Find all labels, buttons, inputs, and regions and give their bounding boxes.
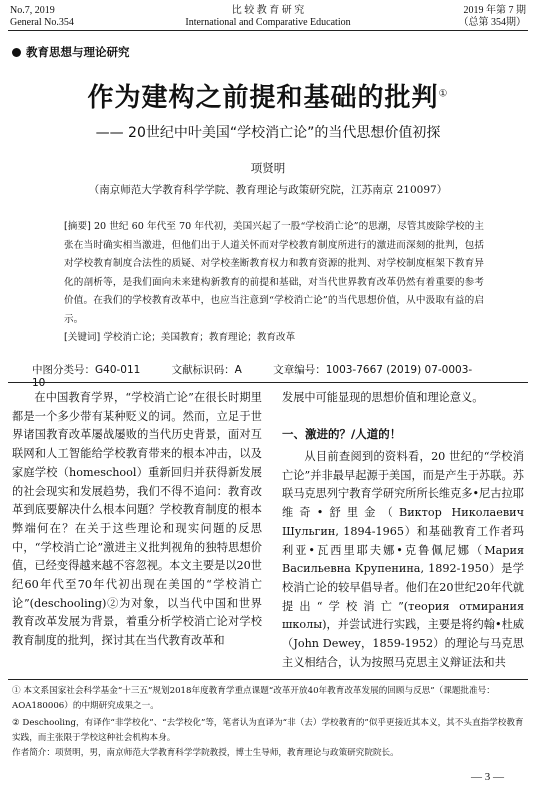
article-title	[0, 77, 536, 114]
body-left-column: 在中国教育学界，“学校消亡论”在很长时期里都是一个多少带有某种贬义的词。然而，立足于世界诸国教育改革屡战屡败的当代历史背景，面对互联网和人工智能给学校教育带来的根本冲击，以及家庭学校（homeschool）重新回归并获得新发展的社会现实和发展趋势，我们不得不追问：教育改革到底要解决什么根本问题？学校教育制度的根本弊端何在？在关于这些理论和现实问题的反思中，“学校消亡论”激进主义批判视角的独特思想价值，已经变得越来越不容忽视。本文主要是以20世纪60年代至70年代初出现在美国的“学校消亡论”(deschooling)②为对象，以当代中国和世界教育改革发展为背景，着重分析学校消亡论对学校教育制度的批判，探讨其在当代教育改革和	[12, 391, 262, 648]
column-label-text: 教育思想与理论研究	[26, 45, 130, 59]
column-label	[12, 44, 130, 60]
article-title-text: 作为建构之前提和基础的批判	[87, 83, 439, 113]
journal-name-en: International and Comparative Education	[185, 17, 351, 28]
footnote-1: ① 本文系国家社会科学基金“十三五”规划2018年度教育学重点课题“改革开放40年教育改革发展的回顾与反思”（课题批准号：AOA180006）的中期研究成果之一。	[12, 686, 495, 711]
general-number-cn: （总第 354期）	[458, 17, 526, 28]
document-code: 文献标识码：A	[171, 364, 242, 376]
clc-number: 中图分类号：G40-011	[32, 364, 141, 376]
abstract-label: [摘要]	[64, 221, 91, 232]
footnote-rule	[8, 679, 528, 680]
section-rule	[8, 382, 528, 383]
body-right-para-1: 发展中可能显现的思想价值和理论意义。	[282, 391, 484, 404]
general-number: General No.354	[10, 17, 74, 28]
classification-line	[32, 362, 512, 389]
issue-number-cn: 2019 年第 7 期	[463, 5, 526, 16]
abstract	[64, 218, 484, 329]
article-number: 文章编号：1003-7667 (2019) 07-0003-10	[32, 364, 473, 389]
section-heading: 一、激进的？/人道的！	[282, 427, 402, 441]
journal-issue-cn	[459, 5, 527, 29]
article-subtitle: —— 20世纪中叶美国“学校消亡论”的当代思想价值初探	[95, 125, 441, 141]
author-name: 项贤明	[250, 161, 286, 175]
keywords-text: 学校消亡论；美国教育；教育理论；教育改革	[103, 332, 296, 343]
journal-name	[0, 5, 536, 29]
keywords	[64, 329, 484, 343]
keywords-label: [关键词]	[64, 332, 101, 343]
footnote-2: ② Deschooling，有译作“非学校化”、“去学校化”等，笔者认为直译为“非（去）学校教育的”似乎更接近其本义，其不头直指学校教育实践，而主张限于学校这种社会机构本身。	[12, 718, 524, 743]
author-bio: 作者简介：项贤明，男，南京师范大学教育科学学院教授，博士生导师，教育理论与政策研究院院长。	[12, 748, 399, 758]
header-rule	[8, 30, 528, 31]
body-right-para-2: 从目前查阅到的资料看，20 世纪的“学校消亡论”并非最早起源于美国，而是产生于苏联。苏联马克思列宁教育学研究所所长维克多•尼古拉耶维奇•舒里金（Виктор Николаевич Шульгин, 1894-1965）和基础教育工作者玛利亚•瓦西里耶夫娜•克鲁佩尼娜（Мария Васильевна Крупенина, 1892-1950）是学校消亡论的较早倡导者。他们在20世纪20年代就提出“学校消亡”(теория отмирания школы)，并尝试进行实践，主要是将约翰•杜威（John Dewey，1859-1952）的理论与马克思主义相结合，认为按照马克思主义辩证法和共	[282, 450, 524, 669]
journal-name-cn: 比 较 教 育 研 究	[231, 5, 305, 16]
issue-number: No.7, 2019	[10, 5, 55, 16]
bullet-icon	[12, 48, 21, 57]
abstract-text: 20 世纪 60 年代至 70 年代初，美国兴起了一股“学校消亡论”的思潮，尽管其废除学校的主张在当时确实相当激进，但他们出于人道关怀而对学校教育制度所进行的激进而深刻的批判，包括对学校教育制度合法性的质疑、对学校垄断教育权力和教育资源的批判、对学校制度框架下教育异化的剖析等，是我们面向未来建构新教育的前提和基础，对当代世界教育改革仍然有着重要的参考价值。在我们的学校教育改革中，也应当注意到“学校消亡论”的当代思想价值，从中汲取有益的启示。	[64, 221, 484, 325]
title-footnote-mark[interactable]: ①	[438, 88, 449, 100]
page-number: — 3 —	[471, 771, 504, 783]
author-affiliation: （南京师范大学教育科学学院、教育理论与政策研究院，江苏南京 210097）	[88, 184, 448, 196]
